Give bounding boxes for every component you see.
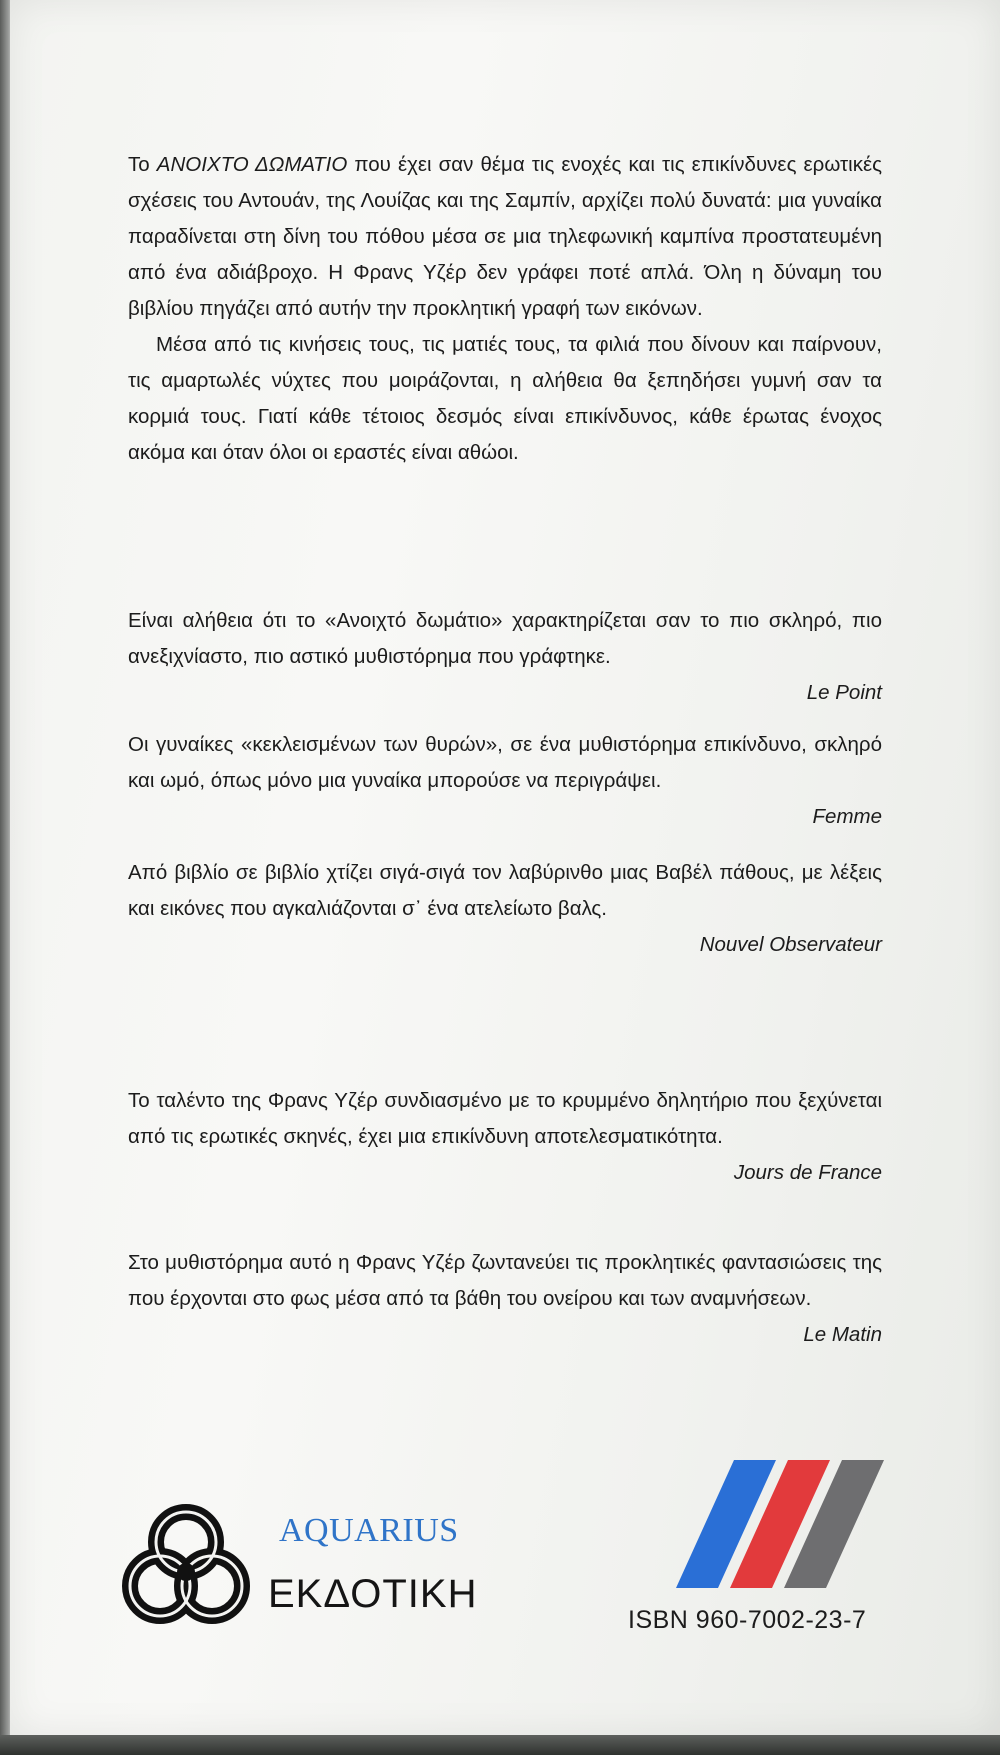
review-source: Jours de France <box>733 1161 882 1184</box>
review-text: Οι γυναίκες «κεκλεισμένων των θυρών», σε ένα μυθιστόρημα επικίνδυνο, σκληρό και ωμό, όπως μόνο μια γυναίκα μπορούσε να περιγράψει. <box>128 733 882 792</box>
review-source: Le Matin <box>803 1323 882 1346</box>
review-femme <box>128 727 882 835</box>
publisher-subtitle: ΕΚΔΟΤΙΚΗ <box>268 1572 478 1616</box>
review-text: Από βιβλίο σε βιβλίο χτίζει σιγά-σιγά τον λαβύρινθο μιας Βαβέλ πάθους, με λέξεις και εικόνες που αγκαλιάζονται σ᾽ ένα ατελείωτο βαλς. <box>128 861 882 920</box>
blurb-paragraph-1 <box>128 147 882 327</box>
bottom-edge <box>0 1735 1000 1755</box>
review-text: Στο μυθιστόρημα αυτό η Φρανς Υζέρ ζωντανεύει τις προκλητικές φαντασιώσεις της που έρχονται στο φως μέσα από τα βάθη του ονείρου και των αναμνήσεων. <box>128 1251 882 1310</box>
review-text: Είναι αλήθεια ότι το «Ανοιχτό δωμάτιο» χαρακτηρίζεται σαν το πιο σκληρό, πιο ανεξιχνίαστο, πιο αστικό μυθιστόρημα που γράφτηκε. <box>128 609 882 668</box>
review-jours-de-france <box>128 1083 882 1191</box>
blurb-description <box>128 147 882 471</box>
knot-logo-icon <box>120 1500 252 1628</box>
publisher-name: AQUARIUS <box>279 1512 459 1549</box>
review-text: Το ταλέντο της Φρανς Υζέρ συνδιασμένο με το κρυμμένο δηλητήριο που ξεχύνεται από τις ερωτικές σκηνές, έχει μια επικίνδυνη αποτελεσματικότητα. <box>128 1089 882 1148</box>
book-title: ΑΝΟΙΧΤΟ ΔΩΜΑΤΙΟ <box>156 153 348 176</box>
review-source: Nouvel Observateur <box>699 933 882 956</box>
review-le-point <box>128 603 882 711</box>
blurb-paragraph-2: Μέσα από τις κινήσεις τους, τις ματιές τους, τα φιλιά που δίνουν και παίρνουν, τις αμαρτωλές νύχτες που μοιράζονται, η αλήθεια θα ξεπηδήσει γυμνή σαν τα κορμιά τους. Γιατί κάθε τέτοιος δεσμός είναι επικίνδυνος, κάθε έρωτας ένοχος ακόμα και όταν όλοι οι εραστές είναι αθώοι. <box>128 333 882 464</box>
review-source: Femme <box>812 805 882 828</box>
isbn-number: ISBN 960-7002-23-7 <box>628 1606 867 1634</box>
blurb-prefix: Το <box>128 153 157 176</box>
blurb-text: που έχει σαν θέμα τις ενοχές και τις επικίνδυνες ερωτικές σχέσεις του Αντουάν, της Λουίζας και της Σαμπίν, αρχίζει πολύ δυνατά: μια γυναίκα παραδίνεται στη δίνη του πόθου μέσα σε μια τηλεφωνική καμπίνα προστατευμένη από ένα αδιάβροχο. Η Φρανς Υζέρ δεν γράφει ποτέ απλά. Όλη η δύναμη του βιβλίου πηγάζει από αυτήν την προκλητική γραφή των εικόνων. <box>128 153 882 320</box>
review-le-matin <box>128 1245 882 1353</box>
review-nouvel-observateur <box>128 855 882 963</box>
review-source: Le Point <box>806 681 882 704</box>
stripes-logo-icon <box>676 1460 884 1588</box>
